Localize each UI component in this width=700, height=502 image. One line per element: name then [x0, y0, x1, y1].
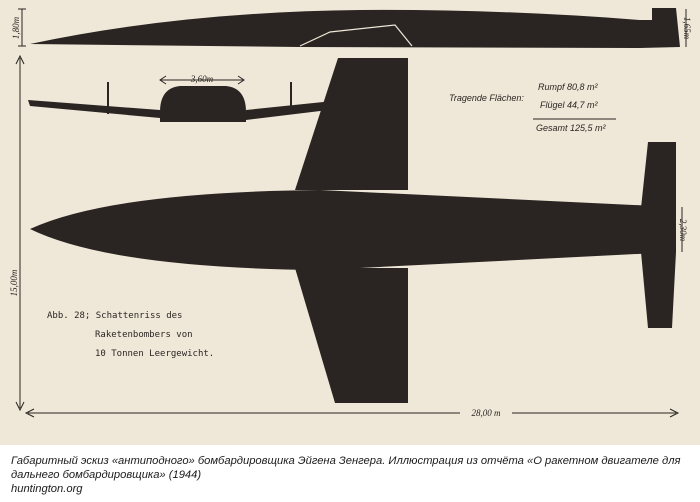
span-dimension — [9, 56, 24, 410]
plan-upper-wing — [295, 58, 408, 190]
side-height-right-label: 1,65m — [682, 16, 692, 40]
front-fuselage — [160, 86, 246, 122]
side-view-fuselage — [30, 8, 680, 48]
fuselage-diameter-label: 2,30m — [678, 218, 688, 242]
surfaces-fluegel: Flügel 44,7 m² — [540, 100, 598, 110]
source-credit: huntington.org — [11, 483, 83, 495]
surfaces-gesamt: Gesamt 125,5 m² — [536, 123, 606, 133]
front-left-wing — [28, 100, 160, 118]
figure-label — [47, 311, 214, 359]
figure-label-line-3: 10 Tonnen Leergewicht. — [95, 349, 215, 359]
figure-label-line-2: Raketenbombers von — [95, 330, 193, 340]
figure-label-line-1: Abb. 28; Schattenriss des — [47, 311, 183, 321]
span-label: 15,00m — [9, 269, 19, 297]
length-dimension — [26, 406, 678, 420]
plan-fuselage — [30, 190, 676, 270]
surface-area-note — [449, 82, 616, 133]
front-width-label: 3,60m — [190, 74, 214, 84]
plan-upper-fin — [641, 142, 676, 208]
surfaces-heading: Tragende Flächen: — [449, 93, 524, 103]
surfaces-rumpf: Rumpf 80,8 m² — [538, 82, 598, 92]
image-caption: Габаритный эскиз «антиподного» бомбардировщика Эйгена Зенгера. Иллюстрация из отчёта «О ракетном двигателе для дальнего бомбардировщика» (1944) — [11, 455, 681, 481]
plan-lower-fin — [641, 252, 676, 328]
plan-lower-wing — [295, 268, 408, 403]
length-label: 28,00 m — [471, 408, 501, 418]
side-height-left-label: 1,80m — [11, 16, 21, 40]
side-view — [11, 8, 692, 48]
